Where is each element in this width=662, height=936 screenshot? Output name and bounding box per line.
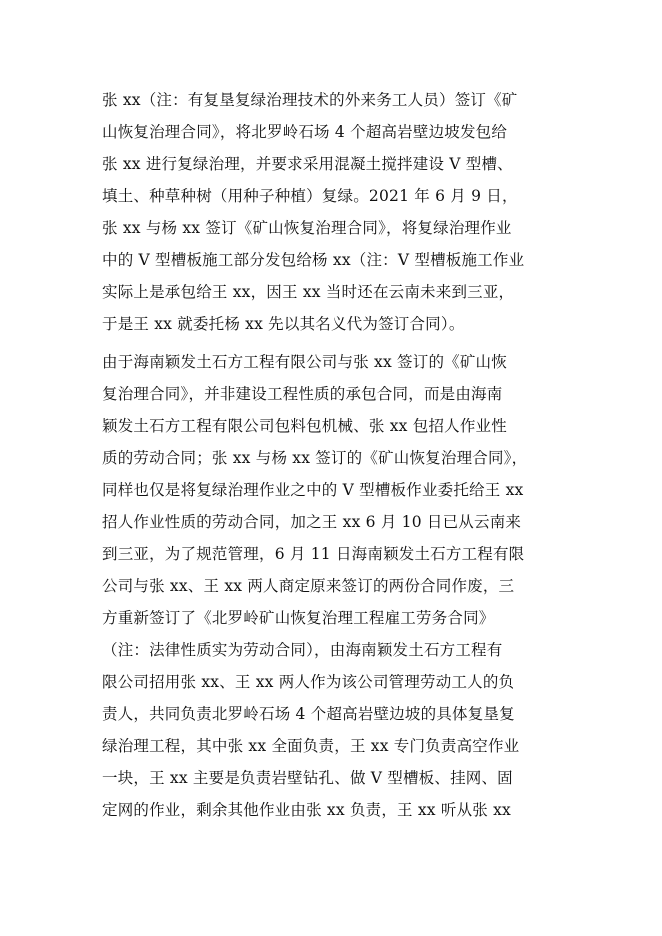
text-line: 复治理合同》，并非建设工程性质的承包合同，而是由海南	[102, 385, 503, 403]
text-line: 责人，共同负责北罗岭石场 4 个超高岩壁边坡的具体复垦复	[102, 705, 515, 723]
paragraph-2	[102, 346, 572, 826]
text-line: 公司与张 xx、王 xx 两人商定原来签订的两份合同作废，三	[102, 577, 515, 595]
text-line: 到三亚，为了规范管理，6 月 11 日海南颖发土石方工程有限	[102, 545, 525, 563]
text-line: 定网的作业，剩余其他作业由张 xx 负责，王 xx 听从张 xx	[102, 801, 511, 819]
text-line: 填土、种草种树（用种子种植）复绿。2021 年 6 月 9 日，	[102, 187, 518, 205]
text-line: 张 xx 进行复绿治理，并要求采用混凝土搅拌建设 V 型槽、	[102, 155, 513, 173]
text-line: 招人作业性质的劳动合同，加之王 xx 6 月 10 日已从云南来	[102, 513, 522, 531]
paragraph-1	[102, 84, 572, 340]
text-line: 张 xx（注：有复垦复绿治理技术的外来务工人员）签订《矿	[102, 91, 518, 109]
text-line: 方重新签订了《北罗岭矿山恢复治理工程雇工劳务合同》	[102, 609, 495, 627]
text-line: 限公司招用张 xx、王 xx 两人作为该公司管理劳动工人的负	[102, 673, 515, 691]
text-line: 同样也仅是将复绿治理作业之中的 V 型槽板作业委托给王 xx	[102, 481, 524, 499]
text-line: 张 xx 与杨 xx 签订《矿山恢复治理合同》，将复绿治理作业	[102, 219, 512, 237]
text-line: 由于海南颖发土石方工程有限公司与张 xx 签订的《矿山恢	[102, 353, 507, 371]
text-line: 于是王 xx 就委托杨 xx 先以其名义代为签订合同）。	[102, 315, 465, 333]
text-line: 一块，王 xx 主要是负责岩壁钻孔、做 V 型槽板、挂网、固	[102, 769, 513, 787]
text-line: 绿治理工程，其中张 xx 全面负责，王 xx 专门负责高空作业	[102, 737, 520, 755]
text-line: 实际上是承包给王 xx，因王 xx 当时还在云南未来到三亚，	[102, 283, 515, 301]
text-line: 中的 V 型槽板施工部分发包给杨 xx（注：V 型槽板施工作业	[102, 251, 525, 269]
text-line: （注：法律性质实为劳动合同），由海南颖发土石方工程有	[102, 641, 503, 659]
text-line: 山恢复治理合同》，将北罗岭石场 4 个超高岩壁边坡发包给	[102, 123, 508, 141]
text-line: 颖发土石方工程有限公司包料包机械、张 xx 包招人作业性	[102, 417, 507, 435]
text-line: 质的劳动合同；张 xx 与杨 xx 签订的《矿山恢复治理合同》，	[102, 449, 528, 467]
